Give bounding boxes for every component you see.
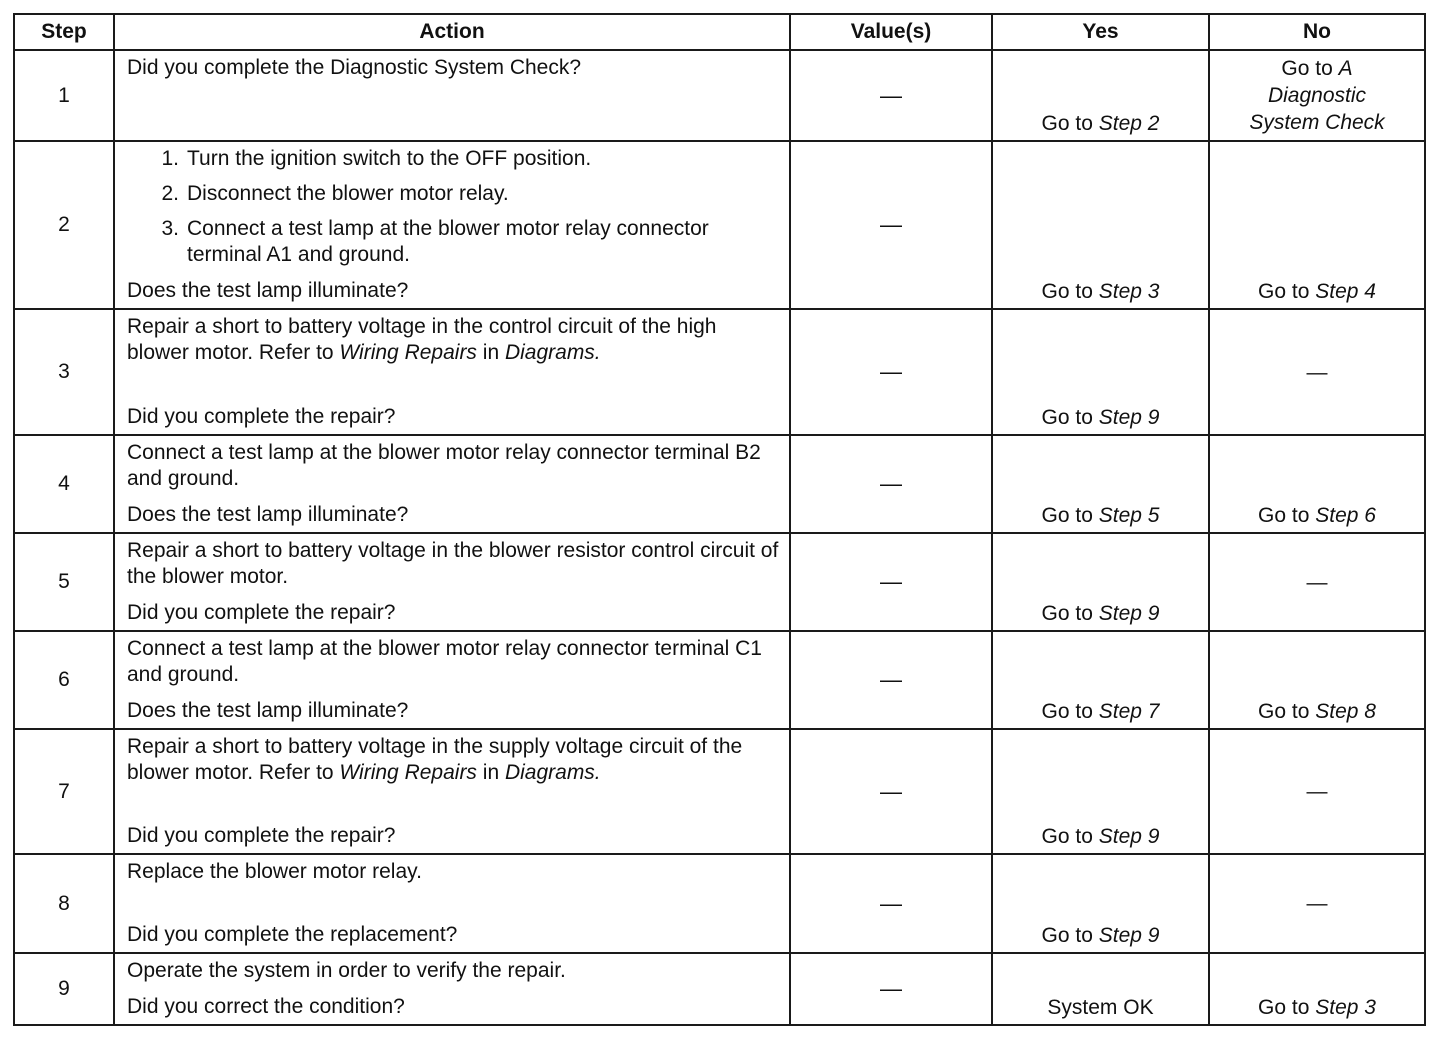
value-cell: —: [790, 435, 992, 533]
value-cell: —: [790, 854, 992, 953]
header-yes: Yes: [992, 14, 1209, 50]
list-item: [127, 146, 779, 172]
action-question: Does the test lamp illuminate?: [127, 279, 409, 302]
yes-prefix: Go to: [1041, 602, 1099, 625]
action-steps-list: [127, 146, 779, 268]
action-cell: [114, 631, 790, 729]
no-link-line3: System Check: [1249, 111, 1385, 134]
no-link-line2: Diagnostic: [1267, 84, 1367, 107]
table-row: [14, 854, 1425, 953]
no-cell: [1209, 953, 1425, 1025]
yes-prefix: Go to: [1041, 924, 1099, 947]
yes-cell: [992, 854, 1209, 953]
step-number: 6: [14, 631, 114, 729]
action-question: Did you correct the condition?: [127, 995, 405, 1018]
table-row: [14, 729, 1425, 854]
yes-link: Step 9: [1098, 825, 1160, 848]
no-prefix: Go to: [1258, 504, 1316, 527]
table-row: [14, 631, 1425, 729]
action-question: Does the test lamp illuminate?: [127, 503, 409, 526]
action-text: Connect a test lamp at the blower motor relay connector terminal B2 and ground.: [127, 441, 761, 490]
table-row: [14, 953, 1425, 1025]
action-question: Did you complete the repair?: [127, 601, 396, 624]
value-cell: —: [790, 631, 992, 729]
action-cell: [114, 854, 790, 953]
action-question: Did you complete the repair?: [127, 824, 396, 847]
value-cell: —: [790, 953, 992, 1025]
action-cell: [114, 309, 790, 435]
no-link: A: [1338, 57, 1353, 80]
step-number: 9: [14, 953, 114, 1025]
action-cell: [114, 141, 790, 309]
no-cell: —: [1209, 729, 1425, 854]
no-link: Step 8: [1315, 700, 1376, 723]
step-number: 8: [14, 854, 114, 953]
yes-link: Step 7: [1098, 700, 1160, 723]
value-cell: —: [790, 533, 992, 631]
no-cell: —: [1209, 854, 1425, 953]
yes-cell: [992, 631, 1209, 729]
diagrams-ref: Diagrams.: [504, 761, 601, 784]
header-values: Value(s): [790, 14, 992, 50]
no-cell: [1209, 435, 1425, 533]
yes-link: Step 5: [1098, 504, 1160, 527]
no-prefix: Go to: [1258, 280, 1316, 303]
action-text-part: Repair a short to battery voltage in the supply voltage circuit of the blower motor. Refer to: [127, 735, 743, 784]
no-prefix: Go to: [1281, 57, 1339, 80]
table-row: [14, 309, 1425, 435]
list-text: Connect a test lamp at the blower motor relay connector terminal A1 and ground.: [187, 217, 709, 266]
list-text: Turn the ignition switch to the OFF position.: [187, 147, 592, 170]
value-cell: —: [790, 309, 992, 435]
header-action: Action: [114, 14, 790, 50]
list-text: Disconnect the blower motor relay.: [187, 182, 509, 205]
yes-cell: [992, 533, 1209, 631]
yes-cell: [992, 141, 1209, 309]
no-prefix: Go to: [1258, 996, 1316, 1019]
yes-prefix: Go to: [1041, 280, 1099, 303]
yes-prefix: Go to: [1041, 504, 1099, 527]
action-text: Operate the system in order to verify the repair.: [127, 959, 566, 982]
yes-prefix: Go to: [1041, 112, 1099, 135]
no-cell: [1209, 631, 1425, 729]
no-link: Step 3: [1315, 996, 1376, 1019]
action-text-part: in: [476, 341, 505, 364]
action-question: Did you complete the repair?: [127, 405, 396, 428]
value-cell: —: [790, 729, 992, 854]
yes-cell: [992, 50, 1209, 141]
yes-cell: [992, 729, 1209, 854]
action-text: [127, 734, 779, 786]
action-text: Replace the blower motor relay.: [127, 860, 422, 883]
action-question: Does the test lamp illuminate?: [127, 699, 409, 722]
header-row: [14, 14, 1425, 50]
table-row: [14, 141, 1425, 309]
no-link: Step 6: [1315, 504, 1376, 527]
action-text-part: in: [476, 761, 505, 784]
table-row: [14, 533, 1425, 631]
list-item: [127, 181, 779, 207]
diagrams-ref: Diagrams.: [504, 341, 601, 364]
yes-prefix: Go to: [1041, 406, 1099, 429]
header-step: Step: [14, 14, 114, 50]
action-text-part: Repair a short to battery voltage in the control circuit of the high blower motor. Refer to: [127, 315, 717, 364]
action-cell: [114, 953, 790, 1025]
yes-cell: System OK: [992, 953, 1209, 1025]
step-number: 1: [14, 50, 114, 141]
step-number: 3: [14, 309, 114, 435]
action-cell: [114, 435, 790, 533]
yes-cell: [992, 435, 1209, 533]
yes-prefix: Go to: [1041, 825, 1099, 848]
no-cell: —: [1209, 533, 1425, 631]
wiring-repairs-ref: Wiring Repairs: [339, 761, 477, 784]
value-cell: —: [790, 141, 992, 309]
action-cell: [114, 533, 790, 631]
wiring-repairs-ref: Wiring Repairs: [339, 341, 477, 364]
yes-link: Step 9: [1098, 406, 1160, 429]
yes-cell: [992, 309, 1209, 435]
step-number: 5: [14, 533, 114, 631]
step-number: 4: [14, 435, 114, 533]
list-number: 1.: [161, 147, 179, 170]
yes-prefix: Go to: [1041, 700, 1099, 723]
yes-link: Step 9: [1098, 924, 1160, 947]
table-row: [14, 435, 1425, 533]
no-prefix: Go to: [1258, 700, 1316, 723]
list-number: 2.: [161, 182, 179, 205]
table-row: [14, 50, 1425, 141]
header-no: No: [1209, 14, 1425, 50]
yes-link: Step 3: [1098, 280, 1160, 303]
action-cell: [114, 50, 790, 141]
action-question: Did you complete the Diagnostic System Check?: [127, 56, 582, 79]
no-cell: [1209, 50, 1425, 141]
yes-link: Step 9: [1098, 602, 1160, 625]
action-question: Did you complete the replacement?: [127, 923, 458, 946]
no-link: Step 4: [1315, 280, 1376, 303]
yes-link: Step 2: [1098, 112, 1160, 135]
action-text: [127, 314, 779, 366]
no-cell: —: [1209, 309, 1425, 435]
action-cell: [114, 729, 790, 854]
step-number: 7: [14, 729, 114, 854]
diagnostic-table: [13, 13, 1426, 1026]
step-number: 2: [14, 141, 114, 309]
value-cell: —: [790, 50, 992, 141]
action-text: Connect a test lamp at the blower motor relay connector terminal C1 and ground.: [127, 637, 762, 686]
list-item: [127, 216, 779, 268]
action-text: Repair a short to battery voltage in the blower resistor control circuit of the blower motor.: [127, 539, 779, 588]
no-cell: [1209, 141, 1425, 309]
list-number: 3.: [161, 217, 179, 240]
